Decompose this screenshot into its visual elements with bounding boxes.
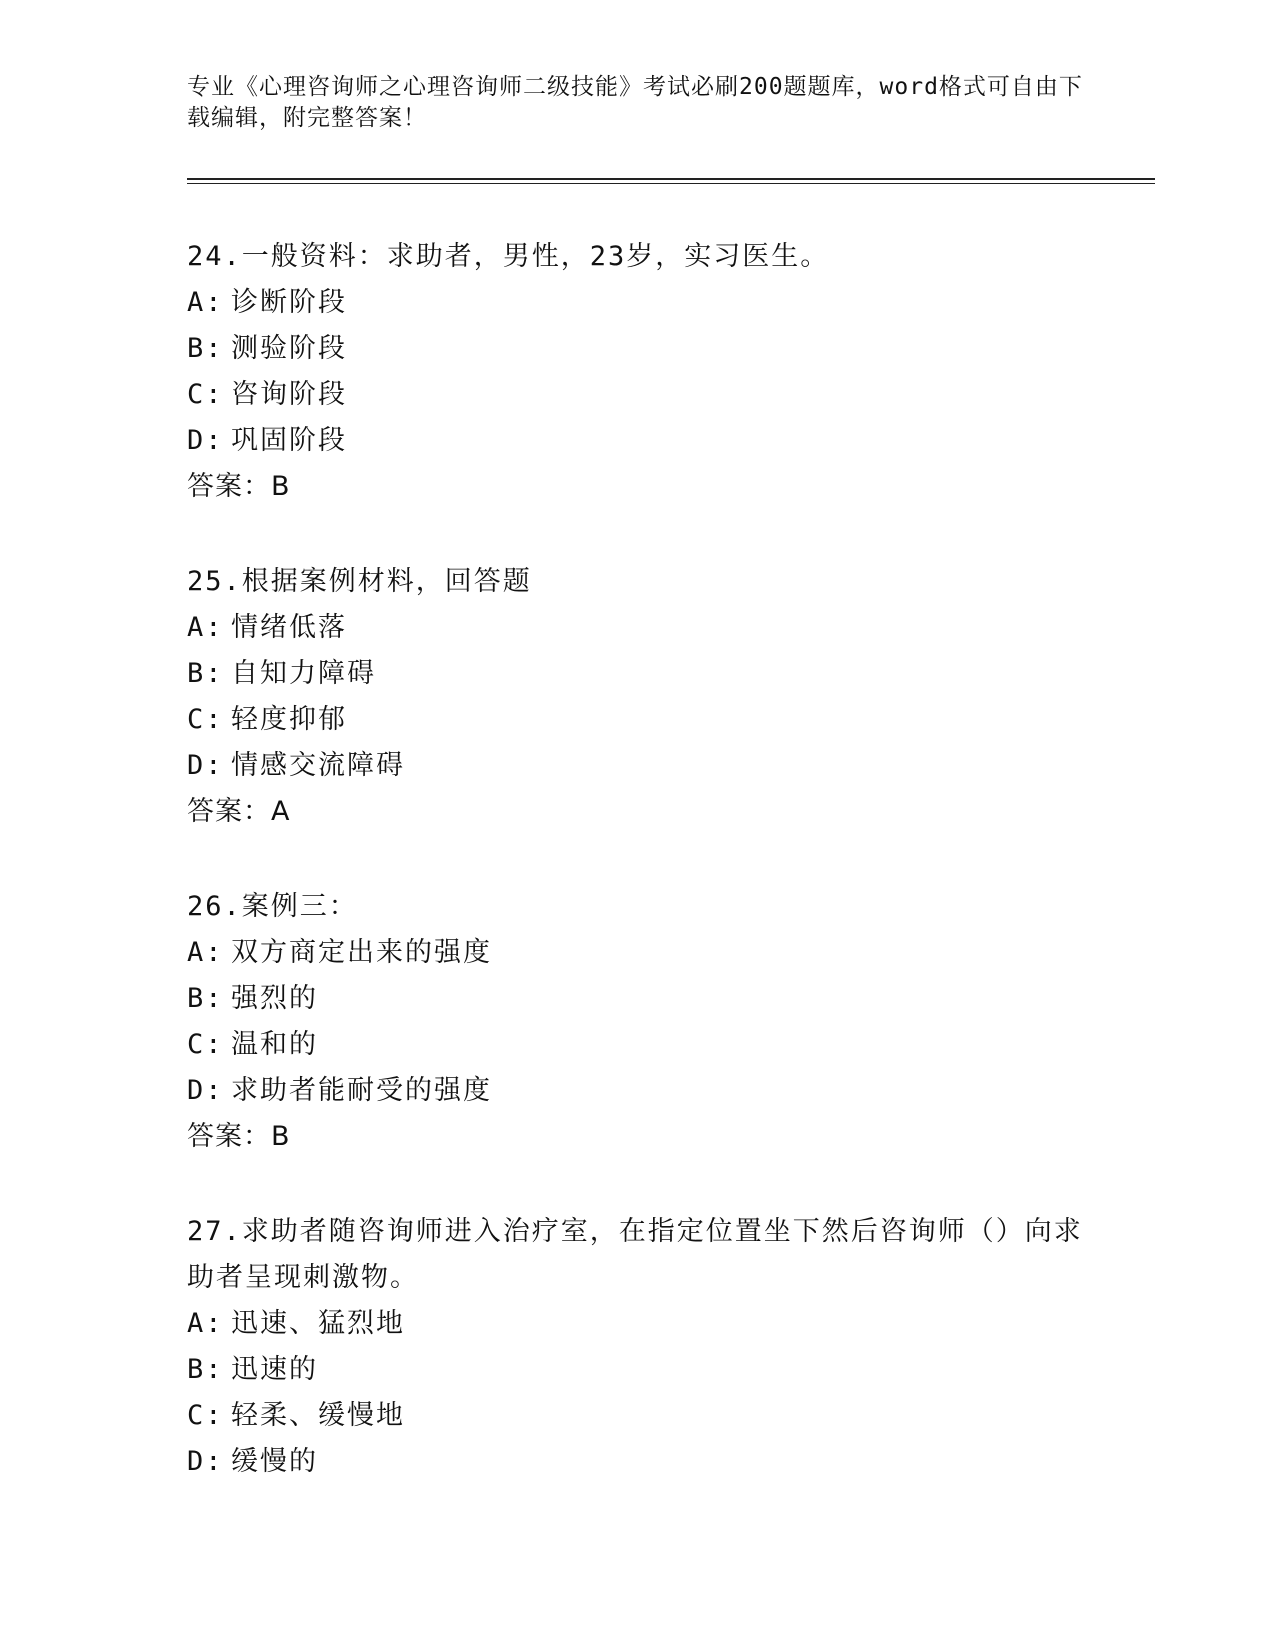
option-b [187,1347,1107,1393]
option-b [187,326,1107,372]
answer-line: 答案：B [187,1121,291,1152]
option-label: B: [187,983,224,1014]
option-label: A: [187,1308,224,1339]
question-list [187,234,1107,1534]
option-c [187,697,1107,743]
option-label: C: [187,379,224,410]
option-text: 巩固阶段 [231,425,347,456]
option-text: 测验阶段 [231,333,347,364]
question-stem: 24.一般资料：求助者，男性，23岁，实习医生。 [187,241,830,272]
answer-line: 答案：B [187,471,291,502]
option-text: 求助者能耐受的强度 [231,1075,492,1106]
option-a [187,930,1107,976]
option-label: C: [187,1029,224,1060]
option-text: 迅速的 [231,1354,318,1385]
question-stem: 27.求助者随咨询师进入治疗室，在指定位置坐下然后咨询师（）向求助者呈现刺激物。 [187,1216,1083,1293]
question-27 [187,1209,1107,1485]
header-divider-thin [187,183,1155,184]
question-26 [187,884,1107,1160]
answer-line: 答案：A [187,796,291,827]
option-text: 咨询阶段 [231,379,347,410]
option-label: D: [187,425,224,456]
option-b [187,976,1107,1022]
option-b [187,651,1107,697]
option-a [187,1301,1107,1347]
option-a [187,605,1107,651]
option-text: 缓慢的 [231,1446,318,1477]
option-text: 诊断阶段 [231,287,347,318]
option-text: 强烈的 [231,983,318,1014]
option-c [187,372,1107,418]
option-text: 情感交流障碍 [231,750,405,781]
option-a [187,280,1107,326]
option-label: D: [187,750,224,781]
option-text: 轻度抑郁 [231,704,347,735]
option-d [187,1439,1107,1485]
option-text: 双方商定出来的强度 [231,937,492,968]
option-d [187,1068,1107,1114]
question-stem: 26.案例三： [187,891,358,922]
question-25 [187,559,1107,835]
option-d [187,743,1107,789]
option-text: 轻柔、缓慢地 [231,1400,405,1431]
option-label: D: [187,1075,224,1106]
option-label: C: [187,1400,224,1431]
option-c [187,1393,1107,1439]
option-text: 情绪低落 [231,612,347,643]
option-d [187,418,1107,464]
option-c [187,1022,1107,1068]
question-stem: 25.根据案例材料，回答题 [187,566,532,597]
option-label: A: [187,287,224,318]
option-label: A: [187,937,224,968]
question-24 [187,234,1107,510]
option-label: C: [187,704,224,735]
header-divider-thick [187,178,1155,180]
option-label: B: [187,658,224,689]
document-header: 专业《心理咨询师之心理咨询师二级技能》考试必刷200题题库，word格式可自由下载编辑，附完整答案！ [187,74,1083,131]
option-label: D: [187,1446,224,1477]
option-text: 自知力障碍 [231,658,376,689]
option-label: A: [187,612,224,643]
option-label: B: [187,333,224,364]
option-text: 迅速、猛烈地 [231,1308,405,1339]
option-text: 温和的 [231,1029,318,1060]
option-label: B: [187,1354,224,1385]
